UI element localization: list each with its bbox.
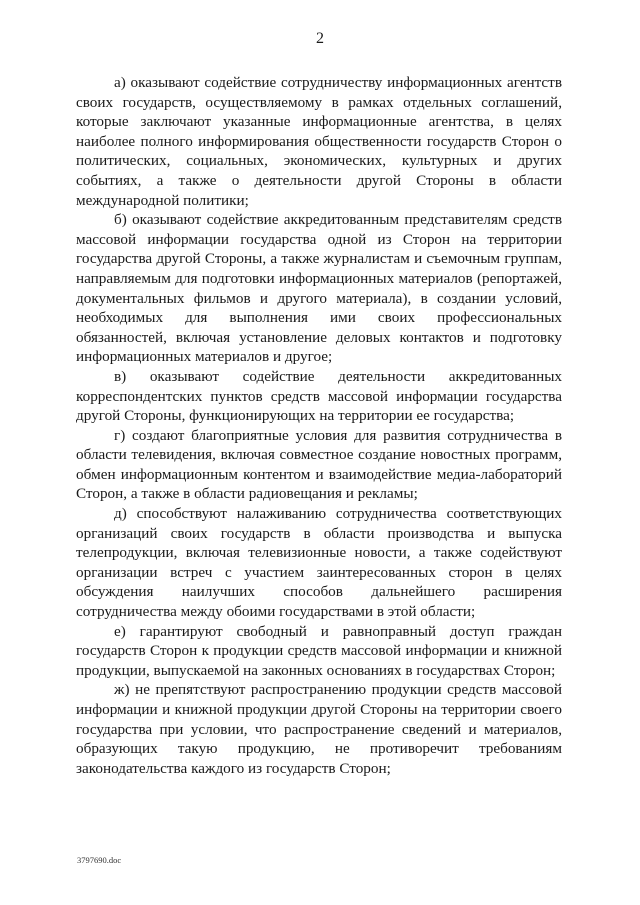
paragraph-b: б) оказывают содействие аккредитованным представителям средств массовой информации государства одной из Сторон на территории государства другой Стороны, а также журналистам и съемочным группам, направляемым для подготовки информационных материалов (репортажей, документальных фильмов и другого материала), в создании условий, необходимых для выполнения ими своих профессиональных обязанностей, включая установление деловых контактов и подготовку информационных материалов и другое; — [76, 211, 562, 366]
file-name-footer: 3797690.doc — [77, 855, 122, 865]
paragraph-v: в) оказывают содействие деятельности аккредитованных корреспондентских пунктов средств массовой информации государства другой Стороны, функционирующих на территории ее государства; — [76, 367, 562, 425]
document-body — [76, 73, 562, 778]
paragraph-d: д) способствуют налаживанию сотрудничества соответствующих организаций своих государств в области производства и выпуска телепродукции, включая телевизионные новости, а также содействуют организации встреч с участием заинтересованных сторон в целях обсуждения наилучших способов дальнейшего расширения сотрудничества между обоими государствами в этой области; — [76, 505, 562, 621]
page-number: 2 — [316, 30, 324, 47]
paragraph-a: а) оказывают содействие сотрудничеству информационных агентств своих государств, осуществляемому в рамках отдельных соглашений, которые заключают указанные информационные агентства, в целях наиболее полного информирования общественности государств Сторон о политических, социальных, экономических, культурных и других событиях, а также о деятельности другой Стороны в области международной политики; — [76, 74, 562, 209]
paragraph-zh: ж) не препятствуют распространению продукции средств массовой информации и книжной продукции другой Стороны на территории своего государства при условии, что распространение сведений и материалов, образующих такую продукцию, не противоречит требованиям законодательства каждого из государств Сторон; — [76, 681, 562, 777]
paragraph-g: г) создают благоприятные условия для развития сотрудничества в области телевидения, включая совместное создание новостных программ, обмен информационным контентом и взаимодействие медиа-лабораторий Сторон, а также в области радиовещания и рекламы; — [76, 426, 562, 503]
paragraph-e: е) гарантируют свободный и равноправный доступ граждан государств Сторон к продукции средств массовой информации и книжной продукции, выпускаемой на законных основаниях в государствах Сторон; — [76, 622, 562, 679]
